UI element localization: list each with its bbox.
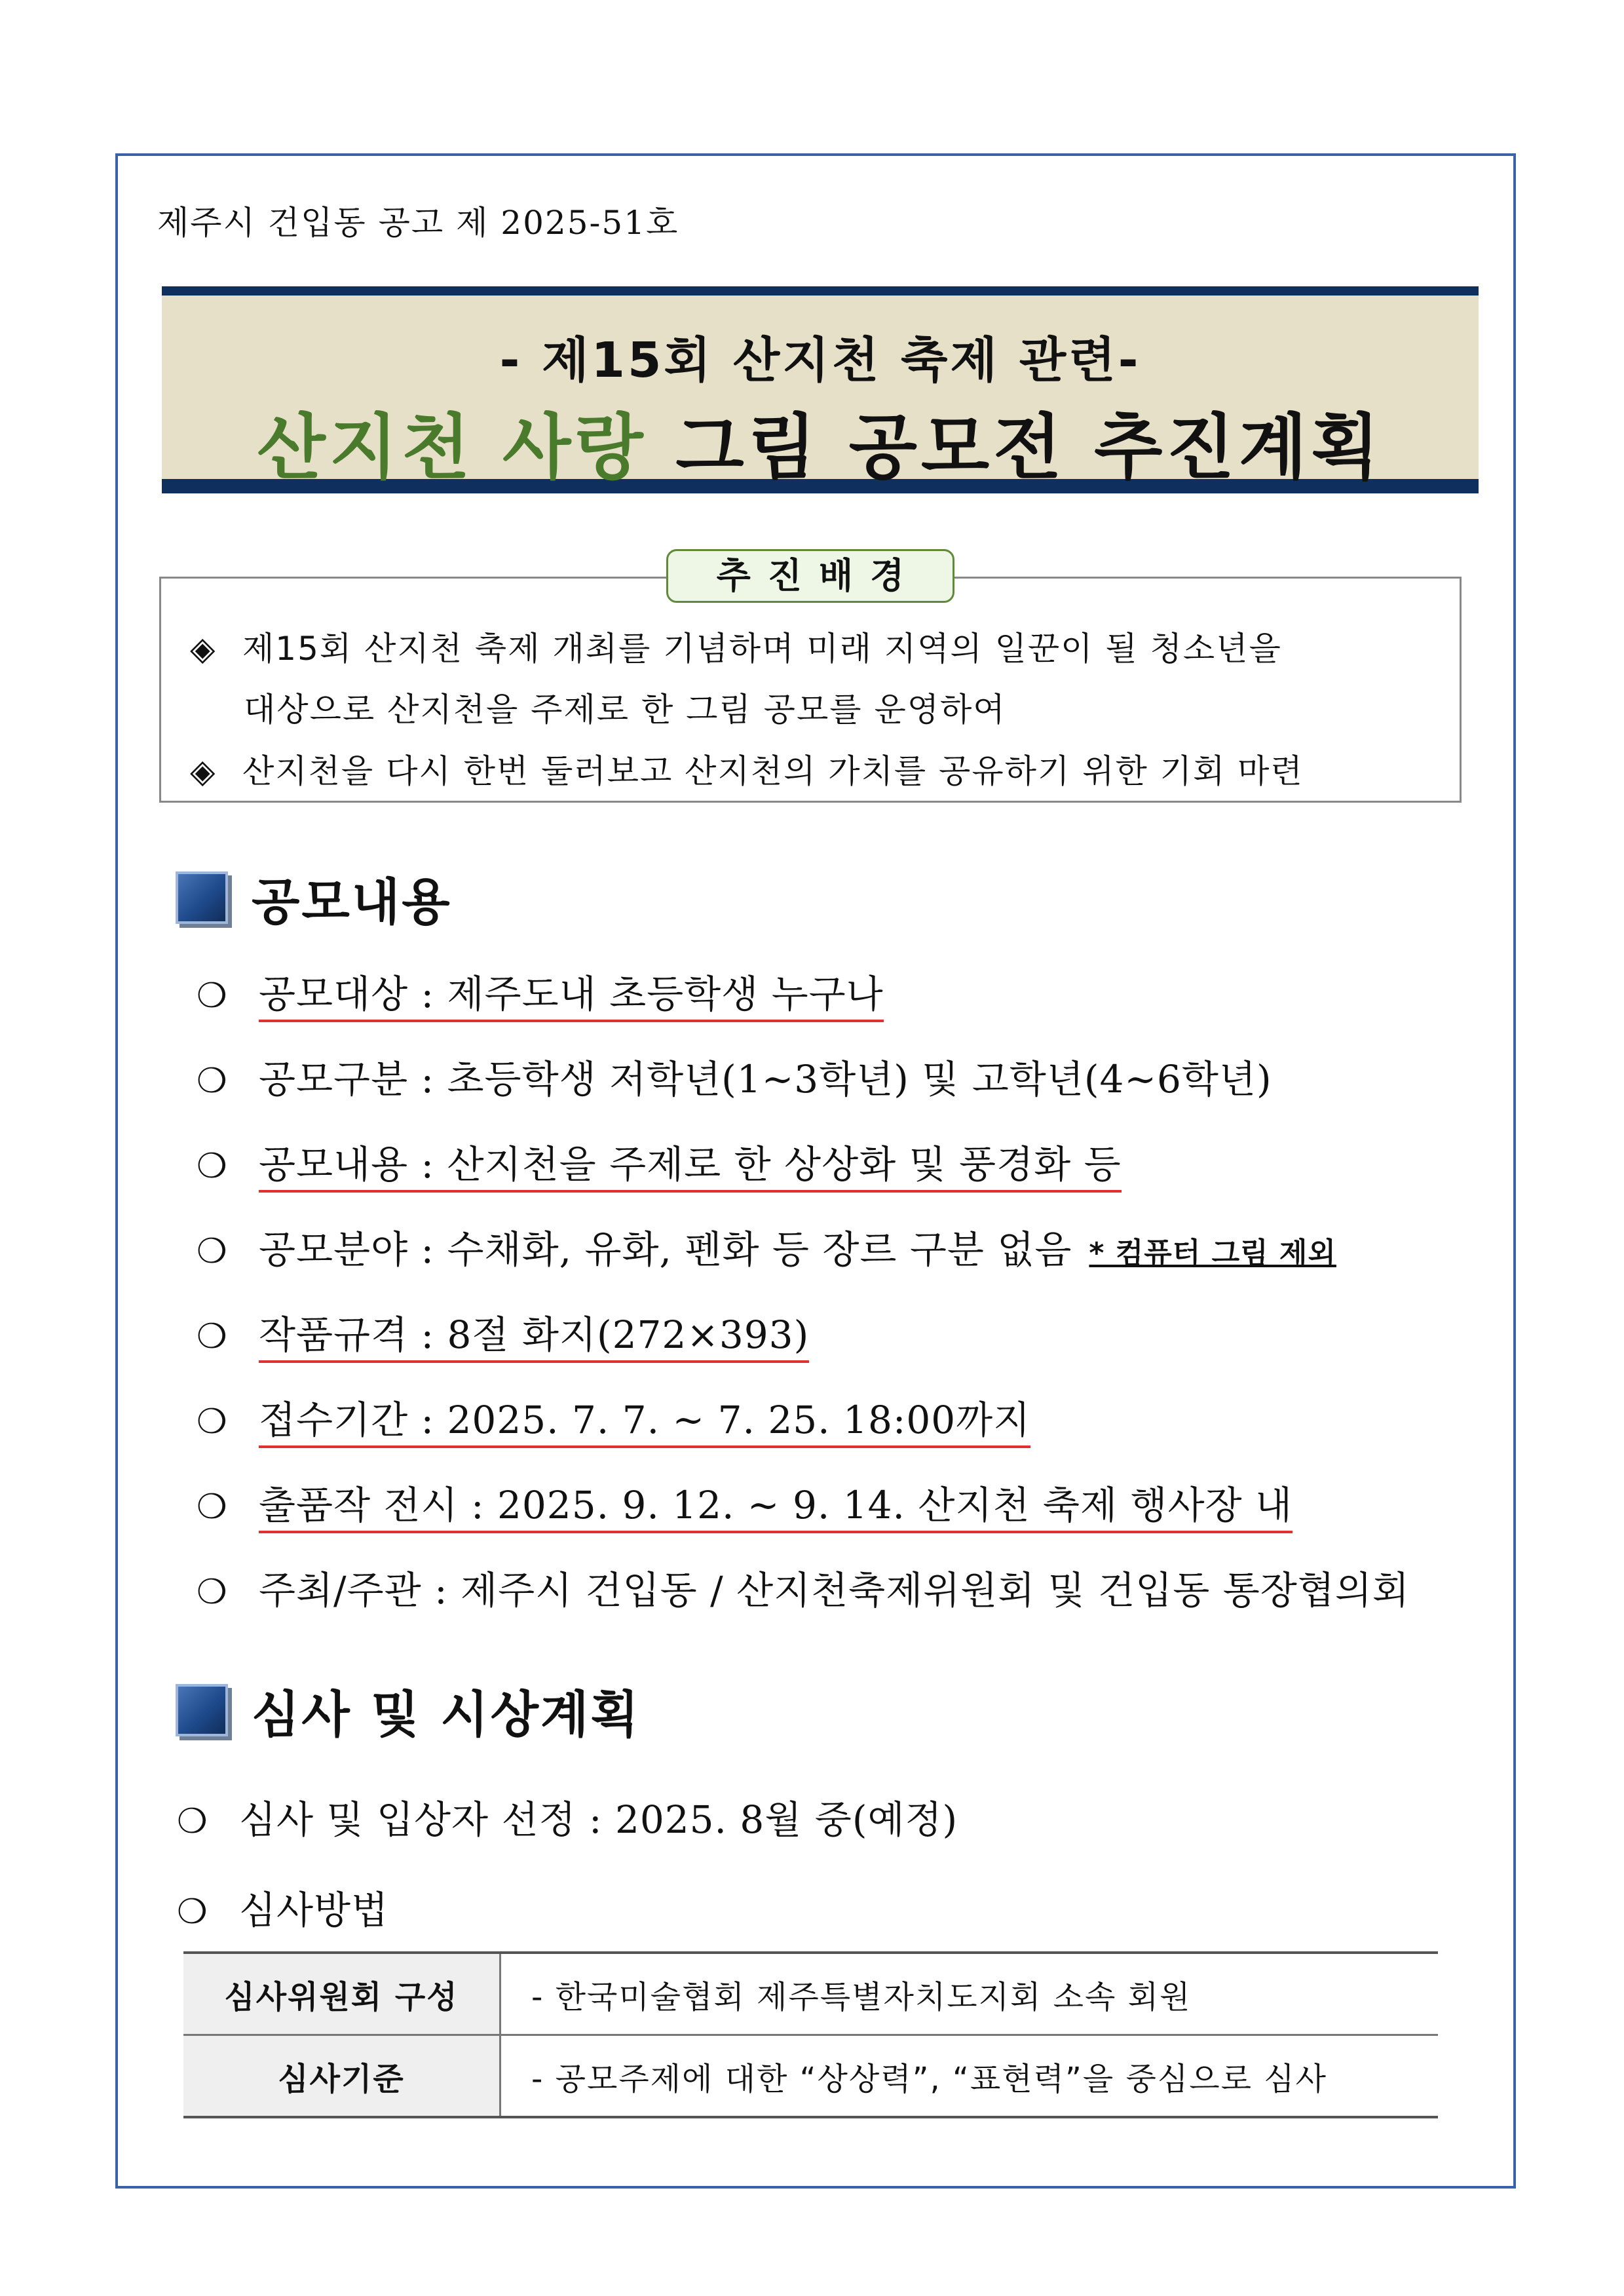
circle-bullet-icon: ❍ (197, 1573, 228, 1612)
diamond-bullet-icon: ◈ (190, 630, 217, 668)
table-value-cell: - 공모주제에 대한 “상상력”, “표현력”을 중심으로 심사 (500, 2035, 1439, 2118)
table-row (183, 1953, 1438, 2035)
title-box (162, 286, 1479, 493)
circle-bullet-icon: ❍ (197, 1487, 228, 1527)
table-header-cell: 심사위원회 구성 (183, 1953, 500, 2035)
background-label: 추진배경 (666, 549, 954, 603)
contest-item: ❍ 공모내용 : 산지천을 주제로 한 상상화 및 풍경화 등 (197, 1134, 1122, 1193)
contest-item: ❍ 출품작 전시 : 2025. 9. 12. ~ 9. 14. 산지천 축제 행사장 내 (197, 1474, 1293, 1533)
circle-bullet-icon: ❍ (197, 1402, 228, 1442)
circle-bullet-icon: ❍ (177, 1892, 208, 1932)
circle-bullet-icon: ❍ (197, 1317, 228, 1356)
circle-bullet-icon: ❍ (197, 976, 228, 1016)
table-value-cell: - 한국미술협회 제주특별자치도지회 소속 회원 (500, 1953, 1439, 2035)
section-heading-judging: 심사 및 시상계획 (176, 1681, 641, 1740)
subtitle: - 제15회 산지천 축제 관련- (499, 332, 1141, 389)
circle-bullet-icon: ❍ (197, 1147, 228, 1186)
judging-item: ❍ 심사방법 (177, 1888, 389, 1932)
background-item-1: ◈ 제15회 산지천 축제 개최를 기념하며 미래 지역의 일꾼이 될 청소년을 (190, 630, 1282, 668)
notice-number: 제주시 건입동 공고 제 2025-51호 (157, 204, 679, 242)
contest-item: ❍ 접수기간 : 2025. 7. 7. ~ 7. 25. 18:00까지 (197, 1389, 1030, 1448)
diamond-bullet-icon: ◈ (190, 752, 217, 790)
table-row (183, 2035, 1438, 2118)
circle-bullet-icon: ❍ (197, 1232, 228, 1271)
square-bullet-icon (176, 1684, 228, 1736)
square-bullet-icon (176, 871, 228, 924)
judging-method-table (183, 1951, 1438, 2118)
contest-item: ❍ 작품규격 : 8절 화지(272×393) (197, 1304, 809, 1363)
circle-bullet-icon: ❍ (197, 1062, 228, 1101)
background-item-1-cont: 대상으로 산지천을 주제로 한 그림 공모를 운영하여 (244, 691, 1006, 729)
section-heading-contest: 공모내용 (176, 868, 452, 927)
contest-item: ❍ 공모구분 : 초등학생 저학년(1~3학년) 및 고학년(4~6학년) (197, 1057, 1272, 1101)
exclusion-note: * 컴퓨터 그림 제외 (1089, 1236, 1336, 1270)
background-item-2: ◈ 산지천을 다시 한번 둘러보고 산지천의 가치를 공유하기 위한 기회 마련 (190, 752, 1304, 790)
contest-item: ❍ 공모대상 : 제주도내 초등학생 누구나 (197, 963, 884, 1022)
contest-item: ❍ 공모분야 : 수채화, 유화, 펜화 등 장르 구분 없음 * 컴퓨터 그림 제외 (197, 1227, 1336, 1272)
main-title (162, 391, 1479, 492)
main-title-highlight: 산지천 사랑 (257, 407, 647, 489)
contest-item: ❍ 주최/주관 : 제주시 건입동 / 산지천축제위원회 및 건입동 통장협의회 (197, 1568, 1410, 1613)
main-title-rest: 그림 공모전 추진계획 (647, 407, 1384, 489)
circle-bullet-icon: ❍ (177, 1802, 208, 1841)
table-header-cell: 심사기준 (183, 2035, 500, 2118)
judging-item: ❍ 심사 및 입상자 선정 : 2025. 8월 중(예정) (177, 1797, 958, 1842)
